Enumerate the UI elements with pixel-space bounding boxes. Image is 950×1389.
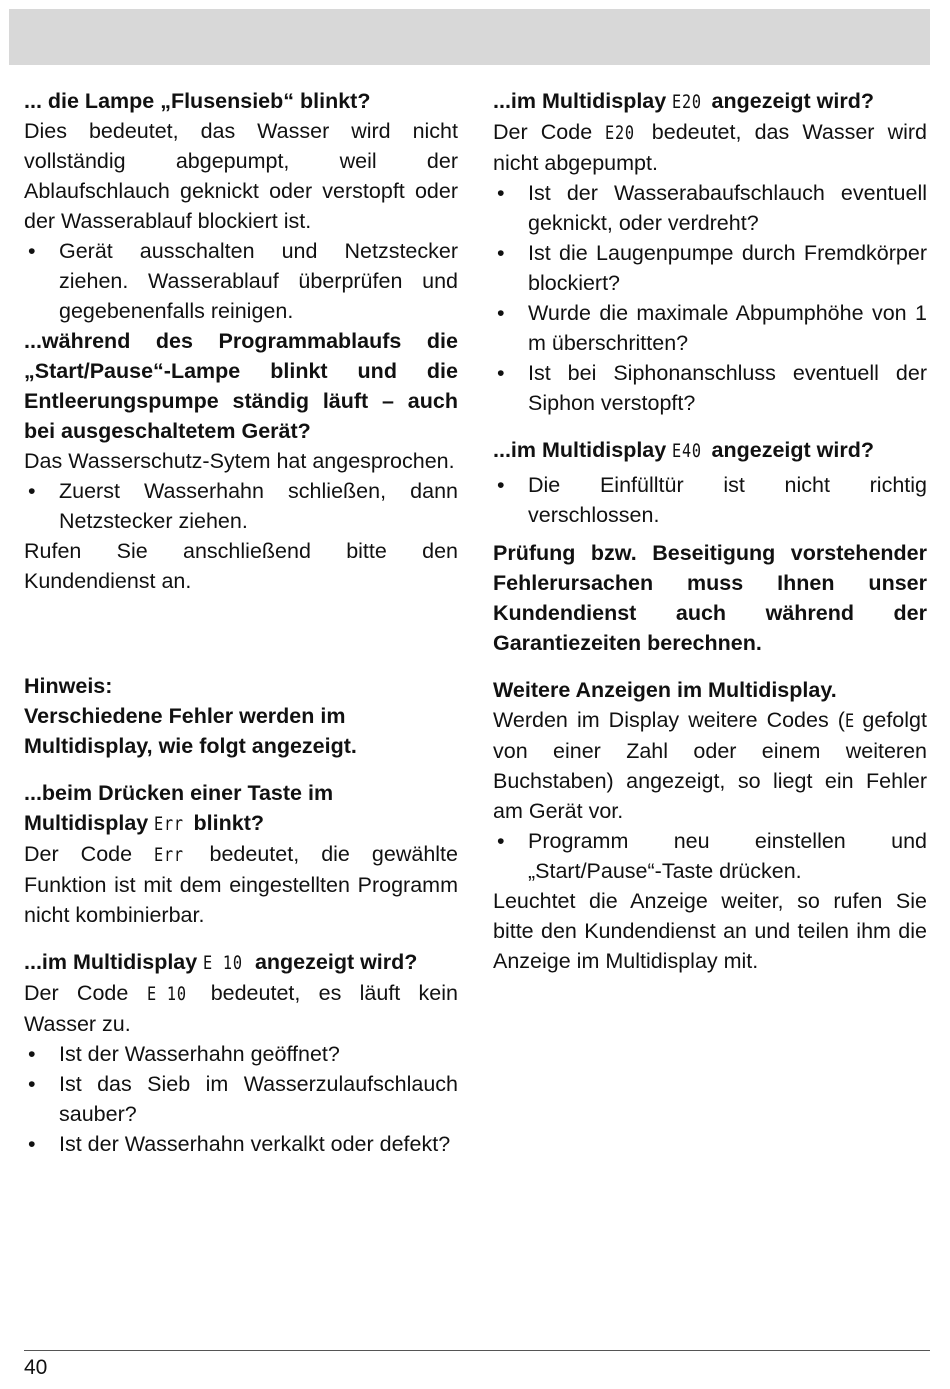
header-bar: [9, 9, 930, 65]
list-e20: [493, 178, 927, 418]
text-e10-part2: bedeutet, es läuft kein Wasser zu.: [24, 981, 458, 1036]
list-item: • Ist der Wasserabaufschlauch eventuell geknickt, oder verdreht?: [493, 178, 927, 238]
question-e20-part2: angezeigt wird?: [711, 89, 874, 113]
list-item: • Wurde die maximale Abpumphöhe von 1 m überschritten?: [493, 298, 927, 358]
list-e40: [493, 470, 927, 530]
question-e20-part1: ...im Multidisplay: [493, 89, 667, 113]
text-err: [24, 839, 458, 930]
text-err-part1: Der Code: [24, 842, 133, 866]
left-column: [24, 86, 458, 1159]
question-weitere: Weitere Anzeigen im Multidisplay.: [493, 678, 837, 702]
text-e20-part2: bedeutet, das Wasser wird nicht abgepumpt.: [493, 120, 927, 175]
text-e20-part1: Der Code: [493, 120, 593, 144]
text-e10-part1: Der Code: [24, 981, 129, 1005]
text-pumpe-after: Rufen Sie anschließend bitte den Kundendienst an.: [24, 539, 458, 593]
list-item: • Ist bei Siphonanschluss eventuell der Siphon verstopft?: [493, 358, 927, 418]
question-err-part2: blinkt?: [193, 811, 264, 835]
list-item: • Ist das Sieb im Wasserzulaufschlauch sauber?: [24, 1069, 458, 1129]
text-weitere: [493, 705, 927, 826]
question-flusensieb: ... die Lampe „Flusensieb“ blinkt?: [24, 89, 371, 113]
list-item: • Zuerst Wasserhahn schließen, dann Netzstecker ziehen.: [24, 476, 458, 536]
text-flusensieb: Dies bedeutet, das Wasser wird nicht vollständig abgepumpt, weil der Ablaufschlauch geknickt oder verstopft oder der Wasserablauf blockiert ist.: [24, 119, 458, 233]
list-item: • Die Einfülltür ist nicht richtig verschlossen.: [493, 470, 927, 530]
display-code-e: E: [844, 710, 855, 732]
question-pumpe: ...während des Programmablaufs die „Start/Pause“-Lampe blinkt und die Entleerungspumpe ständig läuft – auch bei ausgeschaltetem Gerät?: [24, 329, 458, 443]
display-code-err-inline: Err: [154, 844, 184, 866]
text-weitere-part2: gefolgt von einer Zahl oder einem weiteren Buchstaben) angezeigt, so liegt ein Fehler am Gerät vor.: [493, 708, 927, 823]
footer-divider: [24, 1350, 930, 1351]
display-code-e10: E 10: [203, 952, 244, 974]
list-item: • Programm neu einstellen und „Start/Pause“-Taste drücken.: [493, 826, 927, 886]
pruefung-note: Prüfung bzw. Beseitigung vorstehender Fehlerursachen muss Ihnen unser Kundendienst auch während der Garantiezeiten berechnen.: [493, 541, 927, 655]
list-weitere: [493, 826, 927, 886]
list-item: • Ist der Wasserhahn verkalkt oder defekt?: [24, 1129, 458, 1159]
page-number: 40: [24, 1356, 48, 1379]
list-item: • Gerät ausschalten und Netzstecker ziehen. Wasserablauf überprüfen und gegebenenfalls reinigen.: [24, 236, 458, 326]
right-column: [493, 86, 927, 976]
list-flusensieb: [24, 236, 458, 326]
list-pumpe: [24, 476, 458, 536]
display-code-e20-inline: E20: [605, 122, 636, 144]
question-e40-part1: ...im Multidisplay: [493, 438, 667, 462]
hinweis-title: Hinweis:: [24, 674, 113, 698]
display-code-e20: E20: [672, 91, 703, 113]
text-weitere-part1: Werden im Display weitere Codes (: [493, 708, 845, 732]
display-code-e10-inline: E 10: [146, 983, 187, 1005]
question-e10-part2: angezeigt wird?: [254, 950, 418, 974]
display-code-err: Err: [154, 813, 185, 835]
question-e40: [493, 435, 927, 466]
text-err-part2: bedeutet, die gewählte Funktion ist mit dem eingestellten Programm nicht kombinierbar.: [24, 842, 458, 927]
text-weitere-after: Leuchtet die Anzeige weiter, so rufen Sie bitte den Kundendienst an und teilen ihm die Anzeige im Multidisplay mit.: [493, 889, 927, 973]
question-e10: [24, 947, 458, 978]
question-e40-part2: angezeigt wird?: [711, 438, 874, 462]
question-err-part1: ...beim Drücken einer Taste im Multidisplay: [24, 781, 334, 835]
hinweis-text: Verschiedene Fehler werden im Multidisplay, wie folgt angezeigt.: [24, 704, 357, 758]
list-item: • Ist der Wasserhahn geöffnet?: [24, 1039, 458, 1069]
question-e20: [493, 86, 927, 117]
question-err: [24, 778, 458, 839]
list-item: • Ist die Laugenpumpe durch Fremdkörper blockiert?: [493, 238, 927, 298]
display-code-e40: E40: [672, 440, 703, 462]
question-e10-part1: ...im Multidisplay: [24, 950, 198, 974]
list-e10: [24, 1039, 458, 1159]
text-pumpe: Das Wasserschutz-Sytem hat angesprochen.: [24, 449, 455, 473]
text-e20: [493, 117, 927, 178]
text-e10: [24, 978, 458, 1039]
